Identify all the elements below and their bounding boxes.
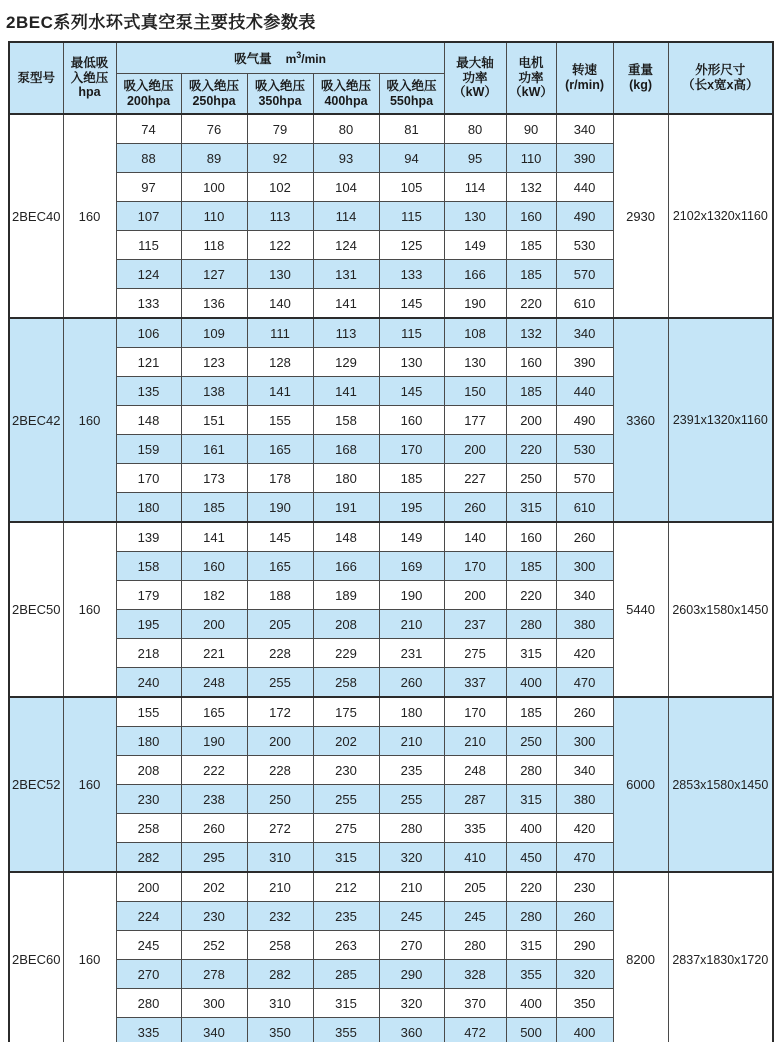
data-cell: 250 xyxy=(506,727,556,756)
data-cell: 185 xyxy=(379,464,444,493)
data-cell: 180 xyxy=(313,464,379,493)
data-cell: 115 xyxy=(116,231,181,260)
data-cell: 212 xyxy=(313,872,379,902)
data-cell: 165 xyxy=(247,435,313,464)
data-cell: 222 xyxy=(181,756,247,785)
data-cell: 114 xyxy=(313,202,379,231)
data-cell: 255 xyxy=(379,785,444,814)
data-cell: 210 xyxy=(379,727,444,756)
dimensions-cell: 2102x1320x1160 xyxy=(668,114,773,318)
data-cell: 130 xyxy=(379,348,444,377)
data-cell: 221 xyxy=(181,639,247,668)
data-cell: 80 xyxy=(313,114,379,144)
data-cell: 337 xyxy=(444,668,506,698)
data-cell: 129 xyxy=(313,348,379,377)
data-cell: 210 xyxy=(379,610,444,639)
min-pressure-cell: 160 xyxy=(63,114,116,318)
data-cell: 280 xyxy=(444,931,506,960)
data-cell: 138 xyxy=(181,377,247,406)
weight-cell: 3360 xyxy=(613,318,668,522)
data-cell: 133 xyxy=(379,260,444,289)
data-cell: 252 xyxy=(181,931,247,960)
data-cell: 158 xyxy=(313,406,379,435)
dimensions-cell: 2603x1580x1450 xyxy=(668,522,773,697)
data-cell: 102 xyxy=(247,173,313,202)
data-cell: 145 xyxy=(379,289,444,319)
data-cell: 140 xyxy=(247,289,313,319)
col-header-sub-pressure: 吸入绝压 550hpa xyxy=(379,74,444,115)
data-cell: 94 xyxy=(379,144,444,173)
data-cell: 141 xyxy=(181,522,247,552)
data-cell: 410 xyxy=(444,843,506,873)
data-cell: 189 xyxy=(313,581,379,610)
dimensions-cell: 2853x1580x1450 xyxy=(668,697,773,872)
data-cell: 106 xyxy=(116,318,181,348)
data-cell: 180 xyxy=(116,727,181,756)
data-cell: 208 xyxy=(313,610,379,639)
data-cell: 141 xyxy=(247,377,313,406)
data-cell: 113 xyxy=(313,318,379,348)
data-cell: 160 xyxy=(506,522,556,552)
data-cell: 610 xyxy=(556,493,613,523)
data-cell: 202 xyxy=(181,872,247,902)
data-cell: 275 xyxy=(444,639,506,668)
spec-table xyxy=(8,41,774,1042)
data-cell: 310 xyxy=(247,843,313,873)
dimensions-cell: 2837x1830x1720 xyxy=(668,872,773,1042)
data-cell: 282 xyxy=(247,960,313,989)
data-cell: 228 xyxy=(247,756,313,785)
data-cell: 315 xyxy=(506,639,556,668)
data-cell: 400 xyxy=(506,668,556,698)
data-cell: 260 xyxy=(556,697,613,727)
data-cell: 245 xyxy=(116,931,181,960)
data-cell: 390 xyxy=(556,144,613,173)
data-cell: 151 xyxy=(181,406,247,435)
data-cell: 450 xyxy=(506,843,556,873)
data-cell: 258 xyxy=(313,668,379,698)
data-cell: 220 xyxy=(506,435,556,464)
data-cell: 172 xyxy=(247,697,313,727)
data-cell: 315 xyxy=(506,493,556,523)
data-cell: 169 xyxy=(379,552,444,581)
data-cell: 79 xyxy=(247,114,313,144)
data-cell: 220 xyxy=(506,581,556,610)
data-cell: 340 xyxy=(556,318,613,348)
page-title: 2BEC系列水环式真空泵主要技术参数表 xyxy=(6,13,316,32)
data-cell: 470 xyxy=(556,843,613,873)
data-cell: 210 xyxy=(379,872,444,902)
data-cell: 355 xyxy=(313,1018,379,1042)
data-cell: 185 xyxy=(506,231,556,260)
data-cell: 155 xyxy=(247,406,313,435)
data-cell: 149 xyxy=(379,522,444,552)
data-cell: 188 xyxy=(247,581,313,610)
data-cell: 315 xyxy=(506,785,556,814)
data-cell: 130 xyxy=(247,260,313,289)
data-cell: 178 xyxy=(247,464,313,493)
data-cell: 170 xyxy=(444,552,506,581)
data-cell: 270 xyxy=(116,960,181,989)
data-cell: 500 xyxy=(506,1018,556,1042)
data-cell: 141 xyxy=(313,377,379,406)
data-cell: 166 xyxy=(444,260,506,289)
data-cell: 124 xyxy=(313,231,379,260)
col-header-sub-pressure: 吸入绝压 400hpa xyxy=(313,74,379,115)
data-cell: 185 xyxy=(506,260,556,289)
data-cell: 195 xyxy=(379,493,444,523)
data-cell: 185 xyxy=(181,493,247,523)
data-cell: 300 xyxy=(556,552,613,581)
data-cell: 92 xyxy=(247,144,313,173)
data-cell: 165 xyxy=(247,552,313,581)
data-cell: 200 xyxy=(116,872,181,902)
dimensions-cell: 2391x1320x1160 xyxy=(668,318,773,522)
data-cell: 110 xyxy=(506,144,556,173)
data-cell: 320 xyxy=(379,843,444,873)
data-cell: 145 xyxy=(247,522,313,552)
table-row xyxy=(9,697,773,727)
data-cell: 530 xyxy=(556,231,613,260)
data-cell: 105 xyxy=(379,173,444,202)
data-cell: 165 xyxy=(181,697,247,727)
data-cell: 280 xyxy=(506,756,556,785)
data-cell: 170 xyxy=(379,435,444,464)
data-cell: 280 xyxy=(116,989,181,1018)
data-cell: 280 xyxy=(379,814,444,843)
data-cell: 260 xyxy=(379,668,444,698)
data-cell: 205 xyxy=(444,872,506,902)
data-cell: 260 xyxy=(556,902,613,931)
data-cell: 472 xyxy=(444,1018,506,1042)
data-cell: 350 xyxy=(556,989,613,1018)
data-cell: 141 xyxy=(313,289,379,319)
data-cell: 200 xyxy=(181,610,247,639)
data-cell: 470 xyxy=(556,668,613,698)
data-cell: 166 xyxy=(313,552,379,581)
data-cell: 179 xyxy=(116,581,181,610)
data-cell: 400 xyxy=(556,1018,613,1042)
col-header-weight: 重量 (kg) xyxy=(613,42,668,114)
data-cell: 131 xyxy=(313,260,379,289)
data-cell: 290 xyxy=(556,931,613,960)
data-cell: 149 xyxy=(444,231,506,260)
col-header-sub-pressure: 吸入绝压 200hpa xyxy=(116,74,181,115)
data-cell: 245 xyxy=(444,902,506,931)
data-cell: 275 xyxy=(313,814,379,843)
data-cell: 390 xyxy=(556,348,613,377)
data-cell: 248 xyxy=(181,668,247,698)
data-cell: 230 xyxy=(556,872,613,902)
data-cell: 320 xyxy=(556,960,613,989)
data-cell: 220 xyxy=(506,872,556,902)
data-cell: 260 xyxy=(181,814,247,843)
col-header-shaft-power: 最大轴 功率 （kW） xyxy=(444,42,506,114)
col-header-speed: 转速 (r/min) xyxy=(556,42,613,114)
data-cell: 148 xyxy=(116,406,181,435)
data-cell: 260 xyxy=(444,493,506,523)
col-header-sub-pressure: 吸入绝压 250hpa xyxy=(181,74,247,115)
data-cell: 258 xyxy=(247,931,313,960)
data-cell: 180 xyxy=(379,697,444,727)
data-cell: 160 xyxy=(181,552,247,581)
data-cell: 122 xyxy=(247,231,313,260)
data-cell: 97 xyxy=(116,173,181,202)
data-cell: 248 xyxy=(444,756,506,785)
data-cell: 159 xyxy=(116,435,181,464)
data-cell: 109 xyxy=(181,318,247,348)
data-cell: 190 xyxy=(247,493,313,523)
data-cell: 195 xyxy=(116,610,181,639)
weight-cell: 6000 xyxy=(613,697,668,872)
data-cell: 160 xyxy=(379,406,444,435)
col-header-motor-power: 电机 功率 （kW） xyxy=(506,42,556,114)
data-cell: 610 xyxy=(556,289,613,319)
data-cell: 155 xyxy=(116,697,181,727)
data-cell: 340 xyxy=(556,756,613,785)
data-cell: 255 xyxy=(247,668,313,698)
data-cell: 570 xyxy=(556,464,613,493)
data-cell: 136 xyxy=(181,289,247,319)
data-cell: 360 xyxy=(379,1018,444,1042)
data-cell: 89 xyxy=(181,144,247,173)
table-row xyxy=(9,318,773,348)
data-cell: 148 xyxy=(313,522,379,552)
data-cell: 185 xyxy=(506,697,556,727)
data-cell: 400 xyxy=(506,989,556,1018)
data-cell: 135 xyxy=(116,377,181,406)
data-cell: 370 xyxy=(444,989,506,1018)
data-cell: 90 xyxy=(506,114,556,144)
model-cell: 2BEC40 xyxy=(9,114,63,318)
data-cell: 110 xyxy=(181,202,247,231)
model-cell: 2BEC50 xyxy=(9,522,63,697)
data-cell: 270 xyxy=(379,931,444,960)
model-cell: 2BEC52 xyxy=(9,697,63,872)
data-cell: 245 xyxy=(379,902,444,931)
data-cell: 320 xyxy=(379,989,444,1018)
data-cell: 237 xyxy=(444,610,506,639)
data-cell: 350 xyxy=(247,1018,313,1042)
data-cell: 238 xyxy=(181,785,247,814)
col-header-model: 泵型号 xyxy=(9,42,63,114)
data-cell: 202 xyxy=(313,727,379,756)
data-cell: 205 xyxy=(247,610,313,639)
data-cell: 260 xyxy=(556,522,613,552)
data-cell: 133 xyxy=(116,289,181,319)
min-pressure-cell: 160 xyxy=(63,522,116,697)
data-cell: 185 xyxy=(506,552,556,581)
col-header-min-pressure: 最低吸 入绝压 hpa xyxy=(63,42,116,114)
data-cell: 228 xyxy=(247,639,313,668)
data-cell: 340 xyxy=(556,114,613,144)
data-cell: 230 xyxy=(313,756,379,785)
data-cell: 200 xyxy=(444,581,506,610)
data-cell: 93 xyxy=(313,144,379,173)
data-cell: 200 xyxy=(506,406,556,435)
data-cell: 128 xyxy=(247,348,313,377)
min-pressure-cell: 160 xyxy=(63,872,116,1042)
data-cell: 113 xyxy=(247,202,313,231)
data-cell: 173 xyxy=(181,464,247,493)
table-row xyxy=(9,522,773,552)
col-header-sub-pressure: 吸入绝压 350hpa xyxy=(247,74,313,115)
data-cell: 420 xyxy=(556,639,613,668)
data-cell: 125 xyxy=(379,231,444,260)
weight-cell: 5440 xyxy=(613,522,668,697)
data-cell: 315 xyxy=(506,931,556,960)
data-cell: 235 xyxy=(379,756,444,785)
data-cell: 218 xyxy=(116,639,181,668)
col-header-dimensions: 外形尺寸 （长x宽x高） xyxy=(668,42,773,114)
data-cell: 180 xyxy=(116,493,181,523)
data-cell: 340 xyxy=(181,1018,247,1042)
data-cell: 145 xyxy=(379,377,444,406)
col-header-capacity-group: 吸气量 $m^3/\min$ xyxy=(116,42,444,74)
data-cell: 220 xyxy=(506,289,556,319)
data-cell: 190 xyxy=(181,727,247,756)
data-cell: 124 xyxy=(116,260,181,289)
min-pressure-cell: 160 xyxy=(63,697,116,872)
data-cell: 290 xyxy=(379,960,444,989)
data-cell: 328 xyxy=(444,960,506,989)
data-cell: 272 xyxy=(247,814,313,843)
data-cell: 123 xyxy=(181,348,247,377)
data-cell: 115 xyxy=(379,202,444,231)
data-cell: 490 xyxy=(556,202,613,231)
model-cell: 2BEC60 xyxy=(9,872,63,1042)
data-cell: 240 xyxy=(116,668,181,698)
data-cell: 130 xyxy=(444,348,506,377)
data-cell: 200 xyxy=(247,727,313,756)
weight-cell: 8200 xyxy=(613,872,668,1042)
data-cell: 80 xyxy=(444,114,506,144)
data-cell: 315 xyxy=(313,989,379,1018)
data-cell: 118 xyxy=(181,231,247,260)
data-cell: 530 xyxy=(556,435,613,464)
data-cell: 108 xyxy=(444,318,506,348)
data-cell: 127 xyxy=(181,260,247,289)
data-cell: 335 xyxy=(444,814,506,843)
data-cell: 227 xyxy=(444,464,506,493)
model-cell: 2BEC42 xyxy=(9,318,63,522)
data-cell: 190 xyxy=(444,289,506,319)
data-cell: 95 xyxy=(444,144,506,173)
data-cell: 114 xyxy=(444,173,506,202)
data-cell: 111 xyxy=(247,318,313,348)
data-cell: 263 xyxy=(313,931,379,960)
data-cell: 310 xyxy=(247,989,313,1018)
data-cell: 177 xyxy=(444,406,506,435)
data-cell: 287 xyxy=(444,785,506,814)
data-cell: 230 xyxy=(116,785,181,814)
data-cell: 490 xyxy=(556,406,613,435)
data-cell: 280 xyxy=(506,902,556,931)
data-cell: 130 xyxy=(444,202,506,231)
data-cell: 231 xyxy=(379,639,444,668)
data-cell: 182 xyxy=(181,581,247,610)
data-cell: 158 xyxy=(116,552,181,581)
data-cell: 258 xyxy=(116,814,181,843)
data-cell: 100 xyxy=(181,173,247,202)
data-cell: 175 xyxy=(313,697,379,727)
data-cell: 235 xyxy=(313,902,379,931)
data-cell: 160 xyxy=(506,348,556,377)
data-cell: 355 xyxy=(506,960,556,989)
data-cell: 160 xyxy=(506,202,556,231)
data-cell: 161 xyxy=(181,435,247,464)
data-cell: 140 xyxy=(444,522,506,552)
data-cell: 104 xyxy=(313,173,379,202)
data-cell: 170 xyxy=(116,464,181,493)
data-cell: 132 xyxy=(506,318,556,348)
data-cell: 250 xyxy=(506,464,556,493)
data-cell: 191 xyxy=(313,493,379,523)
data-cell: 74 xyxy=(116,114,181,144)
data-cell: 88 xyxy=(116,144,181,173)
data-cell: 282 xyxy=(116,843,181,873)
data-cell: 335 xyxy=(116,1018,181,1042)
data-cell: 210 xyxy=(247,872,313,902)
data-cell: 168 xyxy=(313,435,379,464)
min-pressure-cell: 160 xyxy=(63,318,116,522)
data-cell: 210 xyxy=(444,727,506,756)
data-cell: 285 xyxy=(313,960,379,989)
data-cell: 170 xyxy=(444,697,506,727)
table-row xyxy=(9,872,773,902)
data-cell: 208 xyxy=(116,756,181,785)
data-cell: 380 xyxy=(556,785,613,814)
weight-cell: 2930 xyxy=(613,114,668,318)
data-cell: 380 xyxy=(556,610,613,639)
data-cell: 340 xyxy=(556,581,613,610)
data-cell: 132 xyxy=(506,173,556,202)
data-cell: 300 xyxy=(556,727,613,756)
data-cell: 295 xyxy=(181,843,247,873)
data-cell: 570 xyxy=(556,260,613,289)
data-cell: 190 xyxy=(379,581,444,610)
data-cell: 300 xyxy=(181,989,247,1018)
data-cell: 400 xyxy=(506,814,556,843)
data-cell: 229 xyxy=(313,639,379,668)
data-cell: 107 xyxy=(116,202,181,231)
data-cell: 81 xyxy=(379,114,444,144)
table-body xyxy=(9,114,773,1042)
data-cell: 76 xyxy=(181,114,247,144)
data-cell: 420 xyxy=(556,814,613,843)
table-row xyxy=(9,114,773,144)
table-header xyxy=(9,42,773,114)
data-cell: 121 xyxy=(116,348,181,377)
data-cell: 250 xyxy=(247,785,313,814)
data-cell: 232 xyxy=(247,902,313,931)
data-cell: 115 xyxy=(379,318,444,348)
data-cell: 200 xyxy=(444,435,506,464)
data-cell: 280 xyxy=(506,610,556,639)
data-cell: 230 xyxy=(181,902,247,931)
data-cell: 150 xyxy=(444,377,506,406)
data-cell: 224 xyxy=(116,902,181,931)
data-cell: 278 xyxy=(181,960,247,989)
data-cell: 139 xyxy=(116,522,181,552)
data-cell: 315 xyxy=(313,843,379,873)
data-cell: 440 xyxy=(556,173,613,202)
data-cell: 255 xyxy=(313,785,379,814)
data-cell: 440 xyxy=(556,377,613,406)
data-cell: 185 xyxy=(506,377,556,406)
